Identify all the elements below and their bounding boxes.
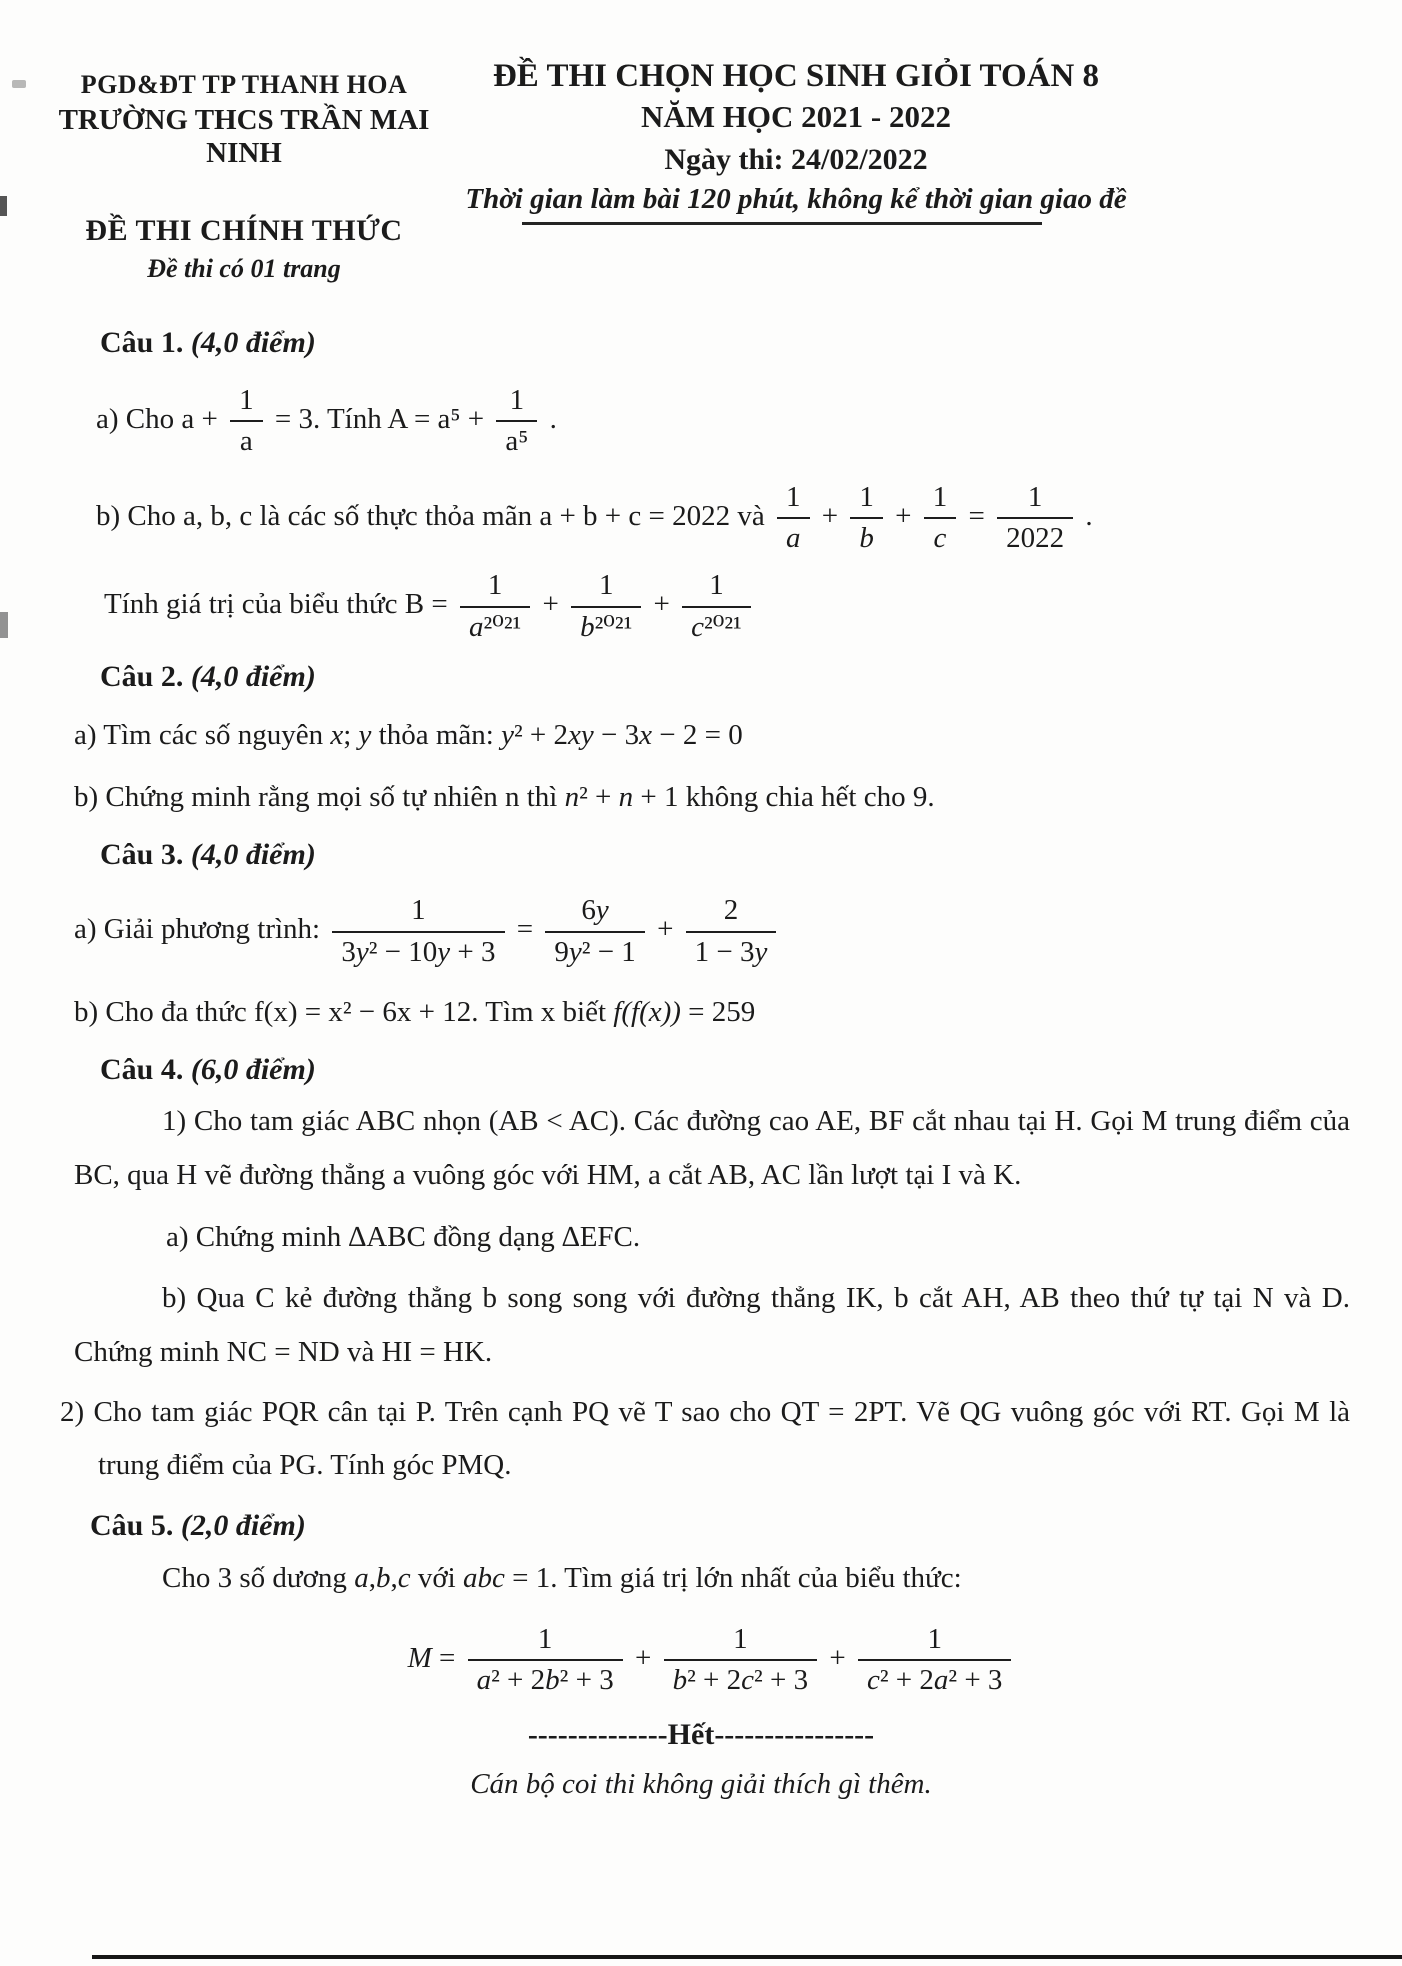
q5-formula: M = $\frac{1}{\text{a² + 2b² + 3}}$ + $\frac{1}{\text{b² + 2c² + 3}}$ + $\frac{1}{\text{c² + 2a² + 3}}$: [74, 1623, 1350, 1698]
q1c: Tính giá trị của biểu thức B = $\frac{1}{\text{a²⁰²¹}}$ + $\frac{1}{\text{b²⁰²¹}}$ + $\frac{1}{\text{c²⁰²¹}}$: [104, 569, 1350, 644]
q3-heading: [100, 838, 1350, 872]
question-points: (2,0 điểm): [180, 1508, 306, 1542]
fraction: $\frac{1}{\text{3y² − 10y + 3}}$: [332, 894, 504, 969]
scan-edge-line: [92, 1955, 1402, 1959]
scan-artifact: [0, 196, 7, 216]
question-points: (4,0 điểm): [190, 660, 316, 694]
question-label: Câu 1.: [100, 326, 191, 359]
exam-body: [0, 284, 1402, 1698]
subtitle-underline: [522, 222, 1042, 225]
q4-part2: 2) Cho tam giác PQR cân tại P. Trên cạnh PQ vẽ T sao cho QT = 2PT. Vẽ QG vuông góc với RT. Gọi M là trung điểm của PG. Tính góc PMQ.: [60, 1395, 1350, 1482]
q4-part1: 1) Cho tam giác ABC nhọn (AB < AC). Các đường cao AE, BF cắt nhau tại H. Gọi M trung điểm của BC, qua H vẽ đường thẳng a vuông góc với HM, a cắt AB, AC lần lượt tại I và K.: [74, 1104, 1350, 1191]
q2-heading: [100, 660, 1350, 694]
fraction: $\frac{1}{a}$: [230, 384, 263, 459]
header-left-block: [58, 56, 430, 284]
question-points: (6,0 điểm): [190, 1052, 316, 1086]
fraction: $\frac{1}{\text{a² + 2b² + 3}}$: [468, 1623, 623, 1698]
question-label: Câu 3.: [100, 838, 191, 872]
question-points: (4,0 điểm): [190, 838, 316, 872]
q5-heading: [90, 1509, 1350, 1543]
q1b: b) Cho a, b, c là các số thực thỏa mãn a + b + c = 2022 và $\frac{1}{a}$ + $\frac{1}{b}$ + $\frac{1}{c}$ = $\frac{1}{2022}$ .: [96, 480, 1093, 555]
fraction: $\frac{1}{a}$: [777, 481, 810, 556]
proctor-note: Cán bộ coi thi không giải thích gì thêm.: [470, 1767, 932, 1800]
fraction: $\frac{6y}{\text{9y² − 1}}$: [545, 894, 644, 969]
school-name: TRƯỜNG THCS TRẦN MAI NINH: [58, 104, 430, 169]
exam-footer: [0, 1718, 1402, 1801]
scan-artifact: [12, 80, 26, 88]
question-label: Câu 2.: [100, 660, 191, 694]
q1a: a) Cho a + $\frac{1}{a}$ = 3. Tính A = a⁵ + $\frac{1}{\text{a⁵}}$ .: [96, 384, 557, 458]
fraction: $\frac{1}{\text{a⁵}}$: [496, 384, 537, 459]
q4-part1a: a) Chứng minh ∆ABC đồng dạng ∆EFC.: [166, 1221, 641, 1254]
fraction: $\frac{1}{c}$: [924, 481, 957, 556]
fraction: $\frac{1}{\text{a²⁰²¹}}$: [460, 569, 530, 644]
fraction: $\frac{1}{\text{c²⁰²¹}}$: [682, 569, 751, 644]
department-name: PGD&ĐT TP THANH HOA: [80, 70, 408, 99]
fraction: $\frac{2}{1 - 3y}$: [686, 894, 777, 969]
question-label: Câu 4.: [100, 1052, 191, 1086]
exam-header: [0, 0, 1402, 284]
fraction: $\frac{1}{\text{b²⁰²¹}}$: [571, 569, 641, 644]
q2b: b) Chứng minh rằng mọi số tự nhiên n thì n² + n + 1 không chia hết cho 9.: [74, 781, 935, 814]
q3a: a) Giải phương trình: $\frac{1}{\text{3y² − 10y + 3}}$ = $\frac{6y}{\text{9y² − 1}}$ + $\frac{2}{1 - 3y}$: [74, 894, 1350, 969]
q4-part1b: b) Qua C kẻ đường thẳng b song song với đường thẳng IK, b cắt AH, AB theo thứ tự tại N và D. Chứng minh NC = ND và HI = HK.: [74, 1282, 1350, 1368]
fraction: $\frac{1}{\text{b² + 2c² + 3}}$: [664, 1623, 818, 1698]
exam-title: ĐỀ THI CHỌN HỌC SINH GIỎI TOÁN 8: [492, 58, 1100, 94]
school-year: NĂM HỌC 2021 - 2022: [641, 99, 951, 135]
fraction: $\frac{1}{2022}$: [997, 481, 1073, 556]
pages-note: Đề thi có 01 trang: [147, 254, 341, 283]
fraction: $\frac{1}{\text{c² + 2a² + 3}}$: [858, 1623, 1012, 1698]
fraction: $\frac{1}{b}$: [850, 481, 883, 556]
q5-intro: Cho 3 số dương a,b,c với abc = 1. Tìm giá trị lớn nhất của biểu thức:: [162, 1561, 962, 1594]
q1-heading: [100, 326, 1350, 360]
duration-note: Thời gian làm bài 120 phút, không kể thời gian giao đề: [465, 183, 1127, 216]
header-right-block: [446, 56, 1146, 284]
end-marker: --------------Hết----------------: [527, 1717, 875, 1751]
exam-date: Ngày thi: 24/02/2022: [664, 143, 928, 177]
scan-artifact: [0, 612, 8, 638]
question-points: (4,0 điểm): [190, 326, 316, 359]
q2a: a) Tìm các số nguyên x; y thỏa mãn: y² + 2xy − 3x − 2 = 0: [74, 719, 743, 752]
q3b: b) Cho đa thức f(x) = x² − 6x + 12. Tìm x biết f(f(x)) = 259: [74, 995, 756, 1028]
question-label: Câu 5.: [90, 1508, 181, 1542]
q4-heading: [100, 1053, 1350, 1087]
exam-type-label: ĐỀ THI CHÍNH THỨC: [85, 214, 403, 247]
